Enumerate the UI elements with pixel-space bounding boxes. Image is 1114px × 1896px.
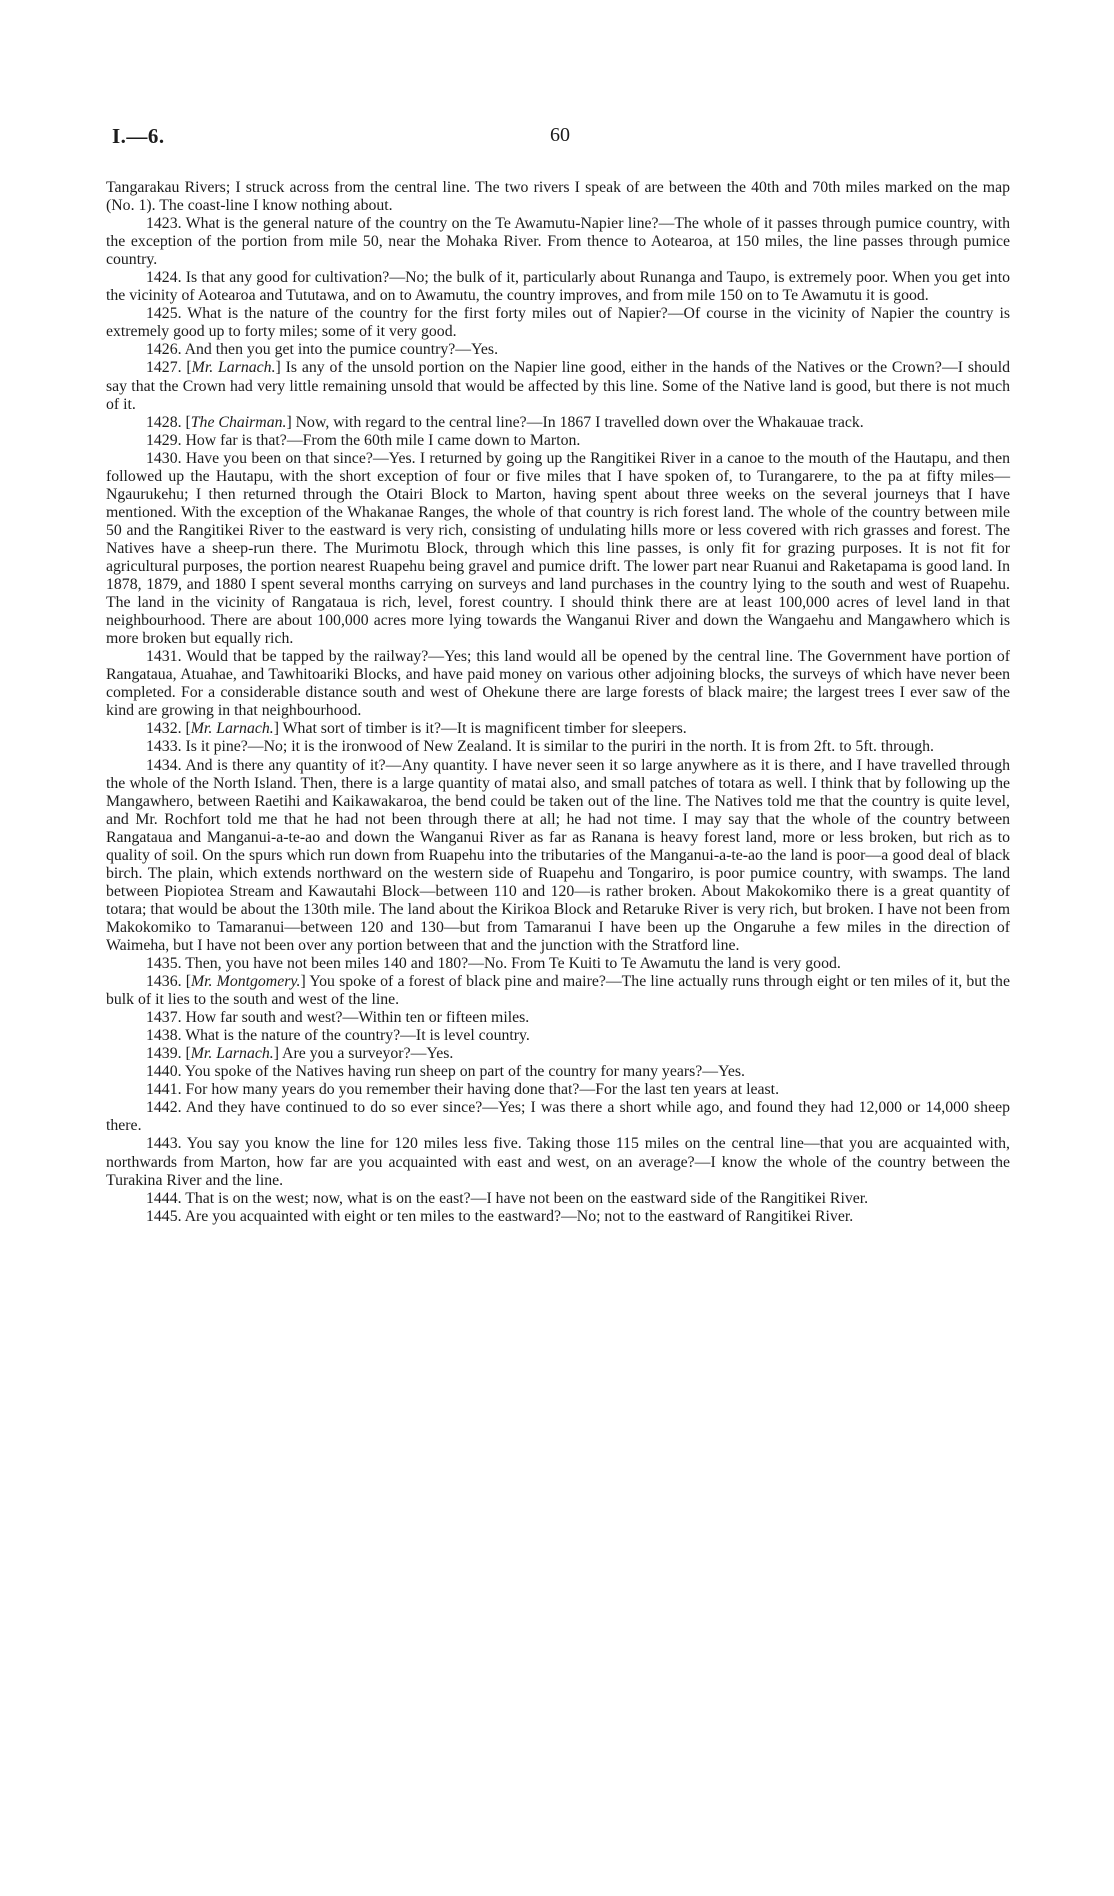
question-paragraph: 1434. And is there any quantity of it?—Any quantity. I have never seen it so large anywhere as it is there, and I have travelled through the whole of the North Island. Then, there is a large quantity of matai also, and small patches of totara as well. I think that by following up the Mangawhero, between Raetihi and Kaikawakaroa, the bend could be taken out of the line. The Natives told me that the country is quite level, and Mr. Rochfort told me that he had not been through there at all; he had not time. I may say that the whole of the country between Rangataua and Manganui-a-te-ao and down the Wanganui River as far as Ranana is heavy forest land, more or less broken, but rich as to quality of soil. On the spurs which run down from Ruapehu into the tributaries of the Manganui-a-te-ao the land is poor—a good deal of black birch. The plain, which extends northward on the western side of Ruapehu and Tongariro, is poor pumice country, with swamps. The land between Piopiotea Stream and Kawautahi Block—between 110 and 120—is rather broken. About Makokomiko there is a great quantity of totara; that would be about the 130th mile. The land about the Kirikoa Block and Retaruke River is very rich, but broken. I have not been from Makokomiko to Tamaranui—between 120 and 130—but from Tamaranui I have been up the Ongaruhe a few miles in the direction of Waimeha, but I have not been over any portion between that and the junction with the Stratford line.	[106, 756, 1010, 954]
question-paragraph: 1428. [The Chairman.] Now, with regard to the central line?—In 1867 I travelled down over the Whakauae track.	[146, 413, 864, 431]
question-paragraph: 1436. [Mr. Montgomery.] You spoke of a forest of black pine and maire?—The line actually runs through eight or ten miles of it, but the bulk of it lies to the south and west of the line.	[106, 973, 1010, 1009]
question-paragraph: 1432. [Mr. Larnach.] What sort of timber is it?—It is magnificent timber for sleepers.	[146, 720, 687, 738]
question-paragraph: 1430. Have you been on that since?—Yes. I returned by going up the Rangitikei River in a canoe to the mouth of the Hautapu, and then followed up the Hautapu, with the short exception of four or five miles that I have spoken of, to Turangarere, to the pa at fifty miles—Ngaurukehu; I then returned through the Otairi Block to Marton, having spent about three weeks on the several journeys that I have mentioned. With the exception of the Whakanae Ranges, the whole of that country is rich forest land. The whole of the country between mile 50 and the Rangitikei River to the eastward is very rich, consisting of undulating hills more or less covered with rich grasses and forest. The Natives have a sheep-run there. The Murimotu Block, through which this line passes, is only fit for grazing purposes. It is not fit for agricultural purposes, the portion nearest Ruapehu being gravel and pumice drift. The lower part near Ruanui and Raketapama is good land. In 1878, 1879, and 1880 I spent several months carrying on surveys and land purchases in the country lying to the south and west of Ruapehu. The land in the vicinity of Rangataua is rich, level, forest country. I should think there are at least 100,000 acres of level land in that neighbourhood. There are about 100,000 acres more lying towards the Wanganui River and down the Wangaehu and Mangawhero which is more broken but equally rich.	[106, 449, 1010, 648]
question-paragraph: 1437. How far south and west?—Within ten or fifteen miles.	[146, 1009, 530, 1027]
question-paragraph: 1426. And then you get into the pumice country?—Yes.	[146, 341, 499, 359]
running-header	[112, 124, 994, 154]
evidence-text	[106, 179, 1010, 1226]
question-paragraph: 1442. And they have continued to do so ever since?—Yes; I was there a short while ago, and found they had 12,000 or 14,000 sheep there.	[106, 1099, 1010, 1135]
question-paragraph: 1429. How far is that?—From the 60th mile I came down to Marton.	[146, 431, 581, 449]
question-paragraph: 1443. You say you know the line for 120 miles less five. Taking those 115 miles on the central line—that you are acquainted with, northwards from Marton, how far are you acquainted with east and west, on an average?—I know the whole of the country between the Turakina River and the line.	[106, 1135, 1010, 1189]
question-paragraph: 1424. Is that any good for cultivation?—No; the bulk of it, particularly about Runanga and Taupo, is extremely poor. When you get into the vicinity of Aotearoa and Tututawa, and on to Awamutu, the country improves, and from mile 150 on to Te Awamutu it is good.	[106, 269, 1010, 305]
question-paragraph: 1440. You spoke of the Natives having run sheep on part of the country for many years?—Yes.	[146, 1063, 746, 1081]
question-paragraph: 1433. Is it pine?—No; it is the ironwood of New Zealand. It is similar to the puriri in the north. It is from 2ft. to 5ft. through.	[146, 738, 934, 756]
question-paragraph: 1441. For how many years do you remember their having done that?—For the last ten years at least.	[146, 1081, 780, 1099]
page-number: 60	[550, 124, 570, 146]
question-paragraph: 1444. That is on the west; now, what is on the east?—I have not been on the eastward side of the Rangitikei River.	[146, 1189, 869, 1207]
question-paragraph: 1423. What is the general nature of the country on the Te Awamutu-Napier line?—The whole of it passes through pumice country, with the exception of the portion from mile 50, near the Mohaka River. From thence to Aotearoa, at 150 miles, the line passes through pumice country.	[106, 215, 1010, 269]
document-reference: I.—6.	[112, 124, 165, 148]
question-paragraph: 1425. What is the nature of the country for the first forty miles out of Napier?—Of course in the vicinity of Napier the country is extremely good up to forty miles; some of it very good.	[106, 305, 1010, 341]
question-paragraph: 1431. Would that be tapped by the railway?—Yes; this land would all be opened by the central line. The Government have portion of Rangataua, Atuahae, and Tawhitoariki Blocks, and have paid money on various other adjoining blocks, the surveys of which have never been completed. For a considerable distance south and west of Ohekune there are large forests of black maire; the largest trees I ever saw of the kind are growing in that neighbourhood.	[106, 648, 1010, 720]
question-paragraph: 1439. [Mr. Larnach.] Are you a surveyor?—Yes.	[146, 1045, 454, 1063]
question-paragraph: 1427. [Mr. Larnach.] Is any of the unsold portion on the Napier line good, either in the hands of the Natives or the Crown?—I should say that the Crown had very little remaining unsold that would be affected by this line. Some of the Native land is good, but there is not much of it.	[106, 359, 1010, 413]
question-paragraph: 1438. What is the nature of the country?—It is level country.	[146, 1027, 530, 1045]
question-paragraph: 1435. Then, you have not been miles 140 and 180?—No. From Te Kuiti to Te Awamutu the land is very good.	[146, 955, 841, 973]
question-paragraph: 1445. Are you acquainted with eight or ten miles to the eastward?—No; not to the eastward of Rangitikei River.	[146, 1207, 854, 1225]
continued-paragraph: Tangarakau Rivers; I struck across from the central line. The two rivers I speak of are between the 40th and 70th miles marked on the map (No. 1). The coast-line I know nothing about.	[106, 179, 1010, 215]
